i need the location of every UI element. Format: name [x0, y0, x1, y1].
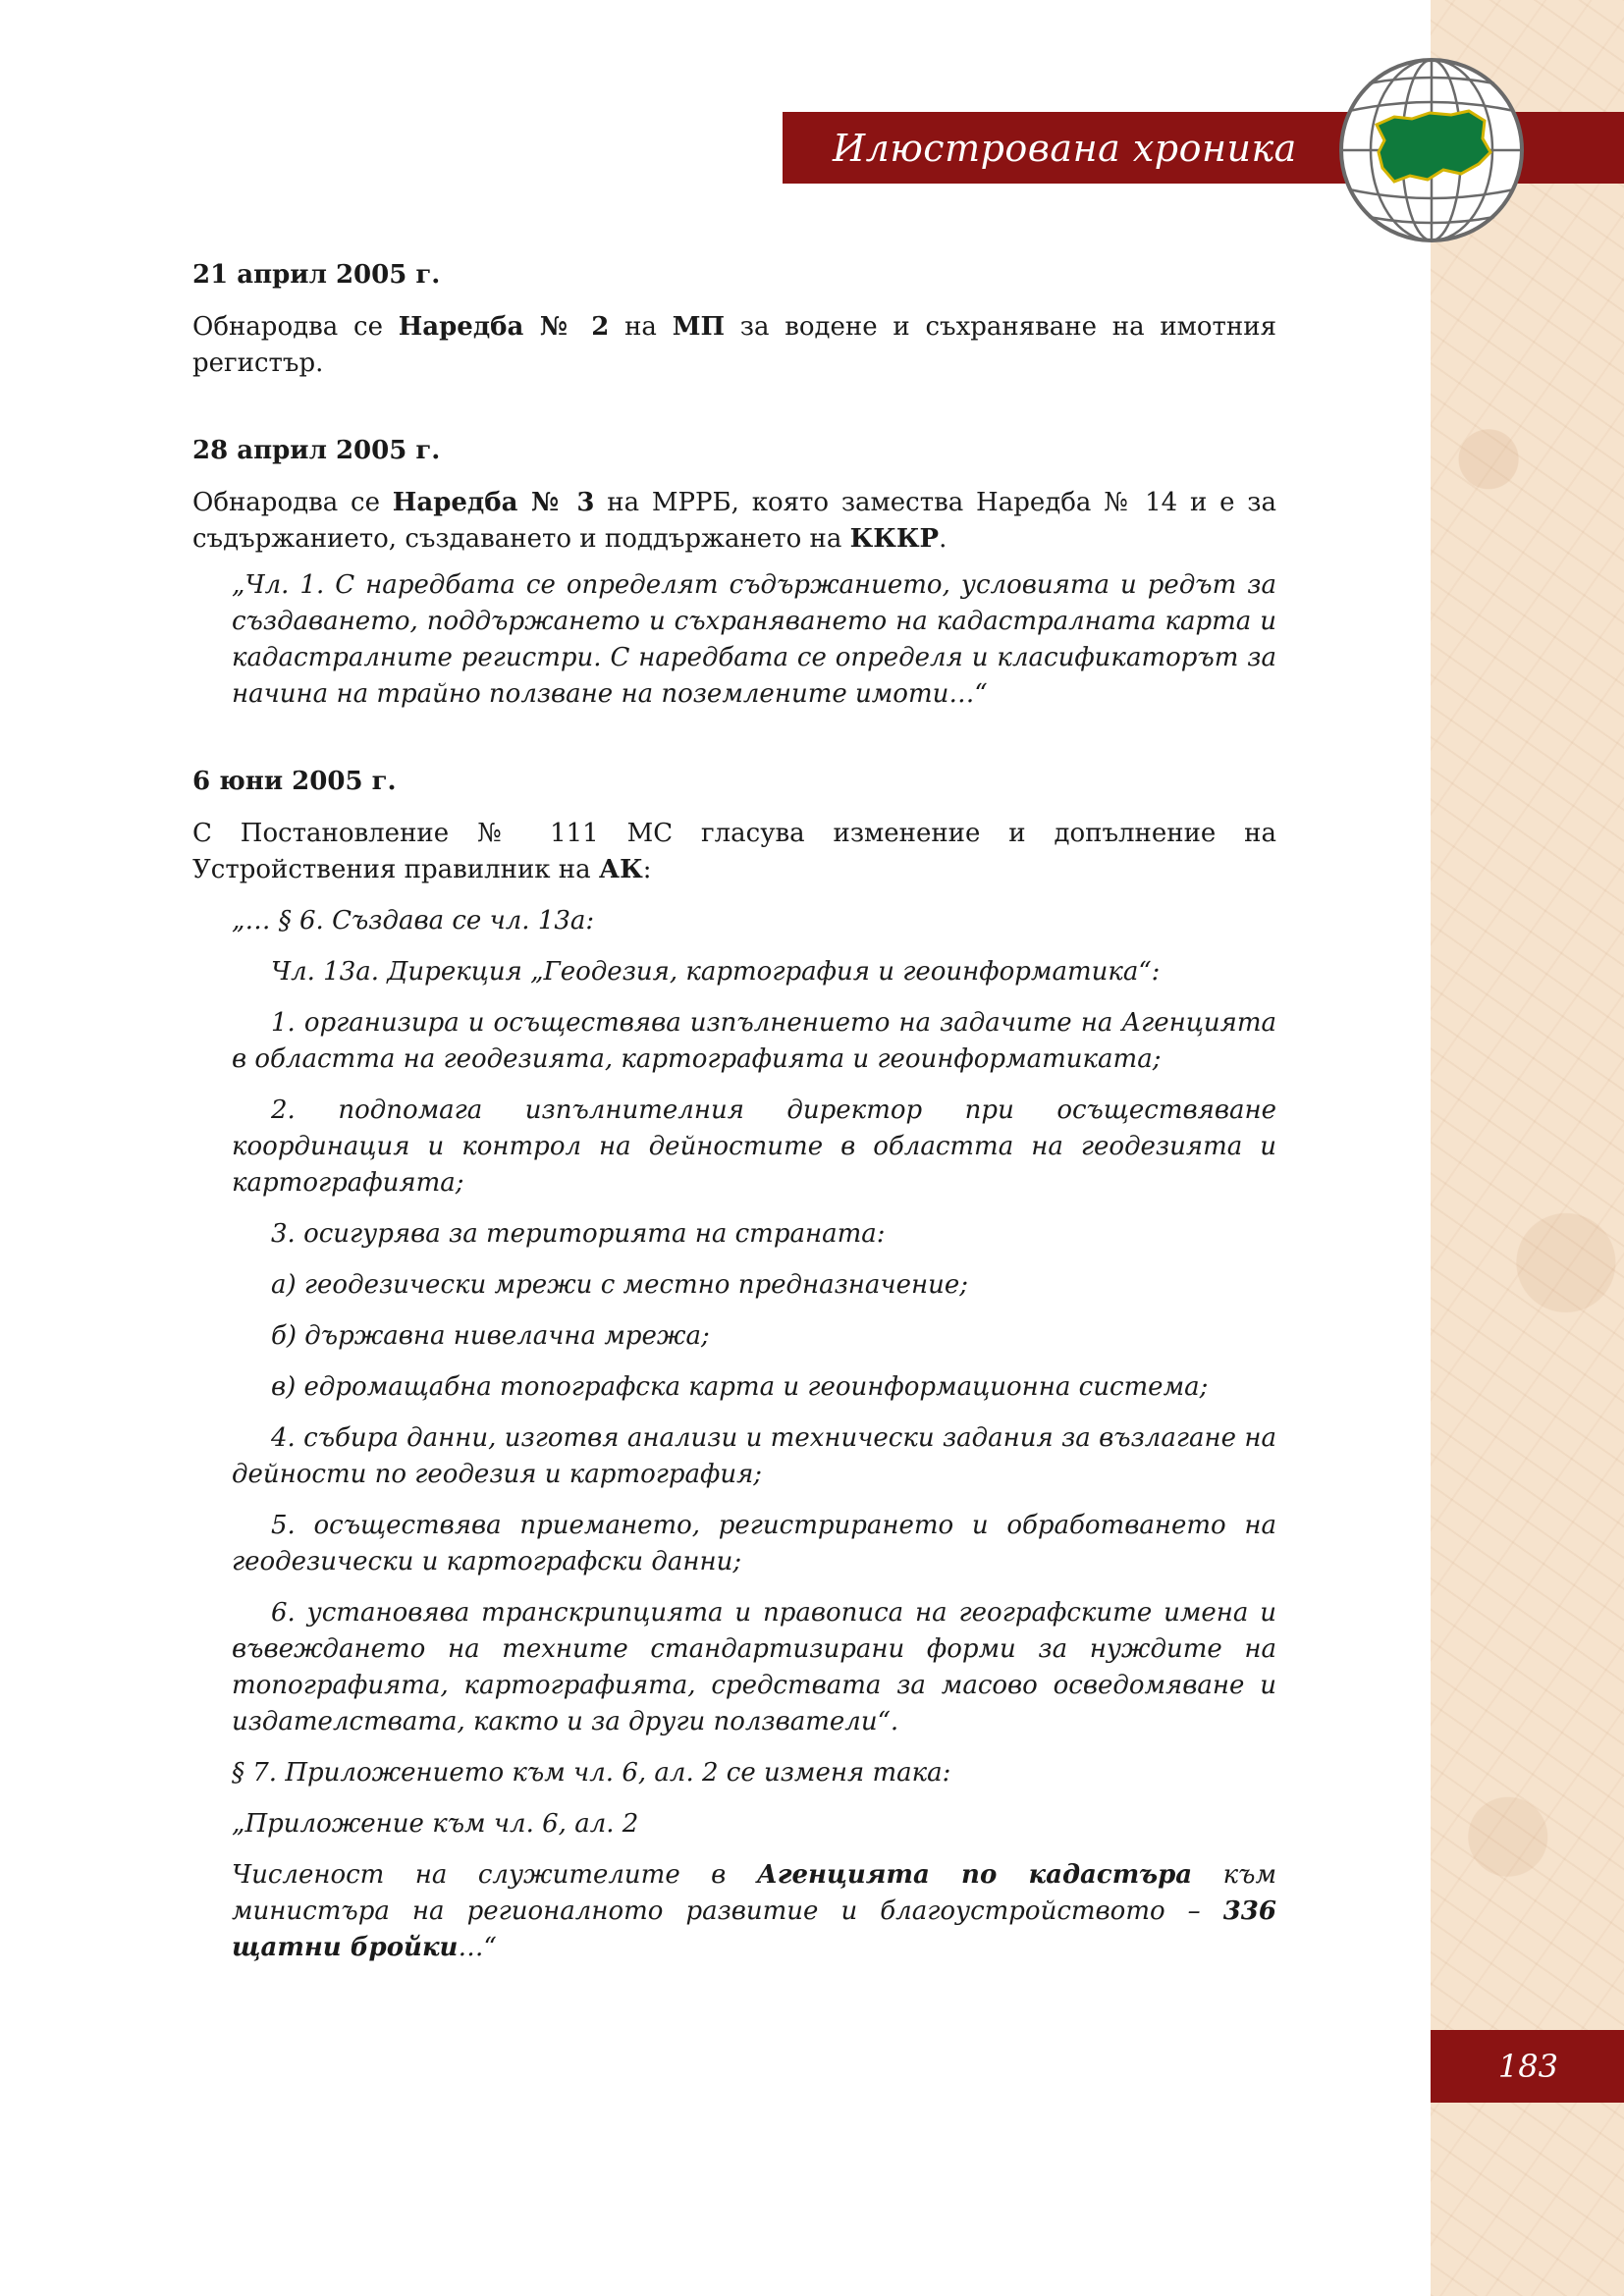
globe-bulgaria-logo: [1335, 54, 1528, 246]
text-run: .: [939, 524, 947, 554]
text-run: Обнародва се: [192, 488, 393, 517]
bold-text-run: 336 щатни бройки: [232, 1896, 1276, 1962]
quote-line: 1. организира и осъществява изпълнението на задачите на Агенцията в областта на геодезията, картографията и геоинформатиката;: [232, 1008, 1276, 1074]
text-run: …“: [458, 1933, 497, 1962]
quote-line: Чл. 13а. Дирекция „Геодезия, картография и геоинформатика“:: [271, 957, 1161, 987]
bold-text-run: Агенцията по кадастъра: [756, 1860, 1193, 1890]
text-run: :: [642, 855, 652, 884]
entry-28-april: [192, 433, 1276, 713]
document-body: [192, 257, 1276, 2017]
decorative-side-strip: [1431, 0, 1624, 2296]
quote-line: 2. подпомага изпълнителния директор при осъществяване координация и контрол на дейностите в областта на геодезията и картографията;: [232, 1095, 1276, 1198]
text-run: към министъра на регионалното развитие и благоустройството –: [232, 1860, 1276, 1926]
entry-text: [192, 309, 1276, 382]
text-run: Численост на служителите в: [232, 1860, 757, 1890]
text-run: С Постановление № 111 МС гласува изменение и допълнение на Устройствения правилник на: [192, 819, 1276, 884]
quote-line: „… § 6. Създава се чл. 13а:: [232, 906, 595, 935]
quote-line: „Приложение към чл. 6, ал. 2: [232, 1809, 639, 1839]
entry-21-april: [192, 257, 1276, 382]
bold-text-run: АК: [598, 855, 643, 884]
text-run: на МРРБ, която замества Наредба № 14 и е за съдържанието, създаването и поддържането на: [192, 488, 1276, 554]
quote-line: 6. установява транскрипцията и правописа на географските имена и въвеждането на техните стандартизирани форми за нуждите на топографията, картографията, средствата за масово осведомяване и издателствата, както и за други ползватели“.: [232, 1598, 1276, 1736]
entry-date: 21 април 2005 г.: [192, 260, 441, 290]
globe-icon: [1335, 54, 1528, 246]
entry-text: [192, 485, 1276, 558]
text-run: на: [609, 312, 673, 342]
entry-text: [192, 816, 1276, 888]
bold-text-run: Наредба № 2: [398, 312, 610, 342]
entry-date: 6 юни 2005 г.: [192, 767, 397, 796]
quote-line: б) държавна нивелачна мрежа;: [271, 1321, 710, 1351]
header-title: Илюстрована хроника: [833, 127, 1297, 170]
quote-line: § 7. Приложението към чл. 6, ал. 2 се изменя така:: [232, 1758, 951, 1788]
entry-quote: „Чл. 1. С наредбата се определят съдържанието, условията и редът за създаването, поддържането и съхраняването на кадастралната карта и кадастралните регистри. С наредбата се определя и класификаторът за начина на трайно ползване на поземлените имоти…“: [232, 570, 1276, 709]
quote-line: 3. осигурява за територията на страната:: [271, 1219, 886, 1249]
quote-line: в) едромащабна топографска карта и геоинформационна система;: [271, 1372, 1209, 1402]
quote-line: 5. осъществява приемането, регистрирането и обработването на геодезически и картографски данни;: [232, 1511, 1276, 1576]
entry-6-june: [192, 764, 1276, 1966]
quote-final-line: [232, 1857, 1276, 1966]
page-number: 183: [1497, 2048, 1558, 2085]
entry-date: 28 април 2005 г.: [192, 436, 441, 465]
quote-line: 4. събира данни, изготвя анализи и технически задания за възлагане на дейности по геодезия и картография;: [232, 1423, 1276, 1489]
text-run: за водене и съхраняване на имотния регистър.: [192, 312, 1276, 378]
bold-text-run: Наредба № 3: [392, 488, 595, 517]
bold-text-run: МП: [672, 312, 726, 342]
text-run: Обнародва се: [192, 312, 399, 342]
bold-text-run: КККР: [849, 524, 940, 554]
quote-line: а) геодезически мрежи с местно предназначение;: [271, 1270, 968, 1300]
